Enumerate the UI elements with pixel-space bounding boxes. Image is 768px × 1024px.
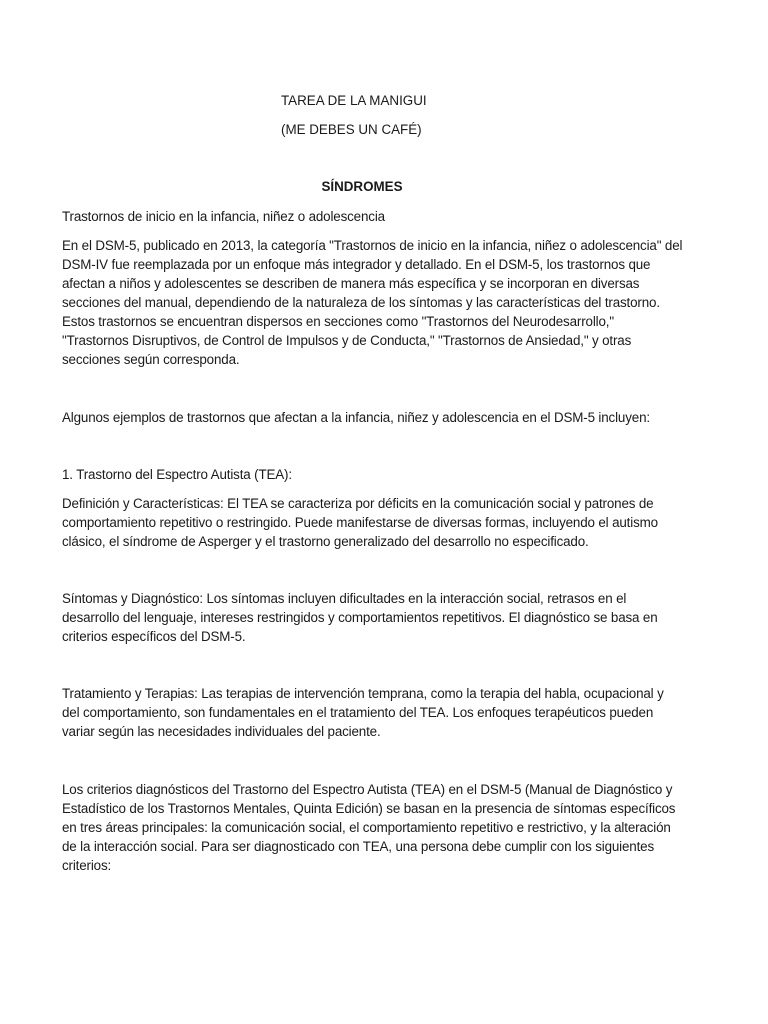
list-item-title: 1. Trastorno del Espectro Autista (TEA): (62, 467, 292, 482)
paragraph-line: del comportamiento, son fundamentales en el tratamiento del TEA. Los enfoques terapéuticos pueden (62, 705, 654, 720)
paragraph-line: comportamiento repetitivo o restringido. Puede manifestarse de diversas formas, incluyendo el autismo (62, 515, 658, 530)
paragraph-line: Estadístico de los Trastornos Mentales, Quinta Edición) se basan en la presencia de síntomas específicos (62, 801, 676, 816)
paragraph-line: desarrollo del lenguaje, intereses restringidos y comportamientos repetitivos. El diagnóstico se basa en (62, 610, 658, 625)
paragraph-line: variar según las necesidades individuales del paciente. (62, 724, 381, 739)
paragraph-line: "Trastornos Disruptivos, de Control de Impulsos y de Conducta," "Trastornos de Ansiedad," y otras (62, 333, 632, 348)
document-subtitle: Trastornos de inicio en la infancia, niñez o adolescencia (62, 209, 385, 224)
paragraph-line: criterios específicos del DSM-5. (62, 629, 246, 644)
paragraph-line: en tres áreas principales: la comunicación social, el comportamiento repetitivo e restrictivo, y la alteración (62, 820, 671, 835)
paragraph-line: Síntomas y Diagnóstico: Los síntomas incluyen dificultades en la interacción social, retrasos en el (62, 591, 627, 606)
paragraph-line: criterios: (62, 858, 112, 873)
paragraph-line: Estos trastornos se encuentran dispersos en secciones como "Trastornos del Neurodesarrollo," (62, 314, 614, 329)
paragraph-line: Definición y Características: El TEA se caracteriza por déficits en la comunicación social y patrones de (62, 496, 654, 511)
paragraph-line: Tratamiento y Terapias: Las terapias de intervención temprana, como la terapia del habla, ocupacional y (62, 686, 664, 701)
header-title: TAREA DE LA MANIGUI (281, 93, 427, 108)
paragraph-line: En el DSM-5, publicado en 2013, la categoría "Trastornos de inicio en la infancia, niñez o adolescencia" del (62, 238, 683, 253)
paragraph-line: DSM-IV fue reemplazada por un enfoque más integrador y detallado. En el DSM-5, los trastornos que (62, 257, 651, 272)
section-heading: SÍNDROMES (321, 179, 403, 194)
examples-intro: Algunos ejemplos de trastornos que afectan a la infancia, niñez y adolescencia en el DSM-5 incluyen: (62, 410, 650, 425)
paragraph-line: de la interacción social. Para ser diagnosticado con TEA, una persona debe cumplir con los siguientes (62, 839, 654, 854)
paragraph-line: afectan a niños y adolescentes se describen de manera más específica y se incorporan en diversas (62, 276, 640, 291)
paragraph-line: Los criterios diagnósticos del Trastorno del Espectro Autista (TEA) en el DSM-5 (Manual de Diagnóstico y (62, 782, 673, 797)
paragraph-line: secciones según corresponda. (62, 352, 240, 367)
paragraph-line: clásico, el síndrome de Asperger y el trastorno generalizado del desarrollo no especificado. (62, 534, 589, 549)
header-subtitle: (ME DEBES UN CAFÉ) (281, 122, 422, 137)
paragraph-line: secciones del manual, dependiendo de la naturaleza de los síntomas y las características del trastorno. (62, 295, 660, 310)
